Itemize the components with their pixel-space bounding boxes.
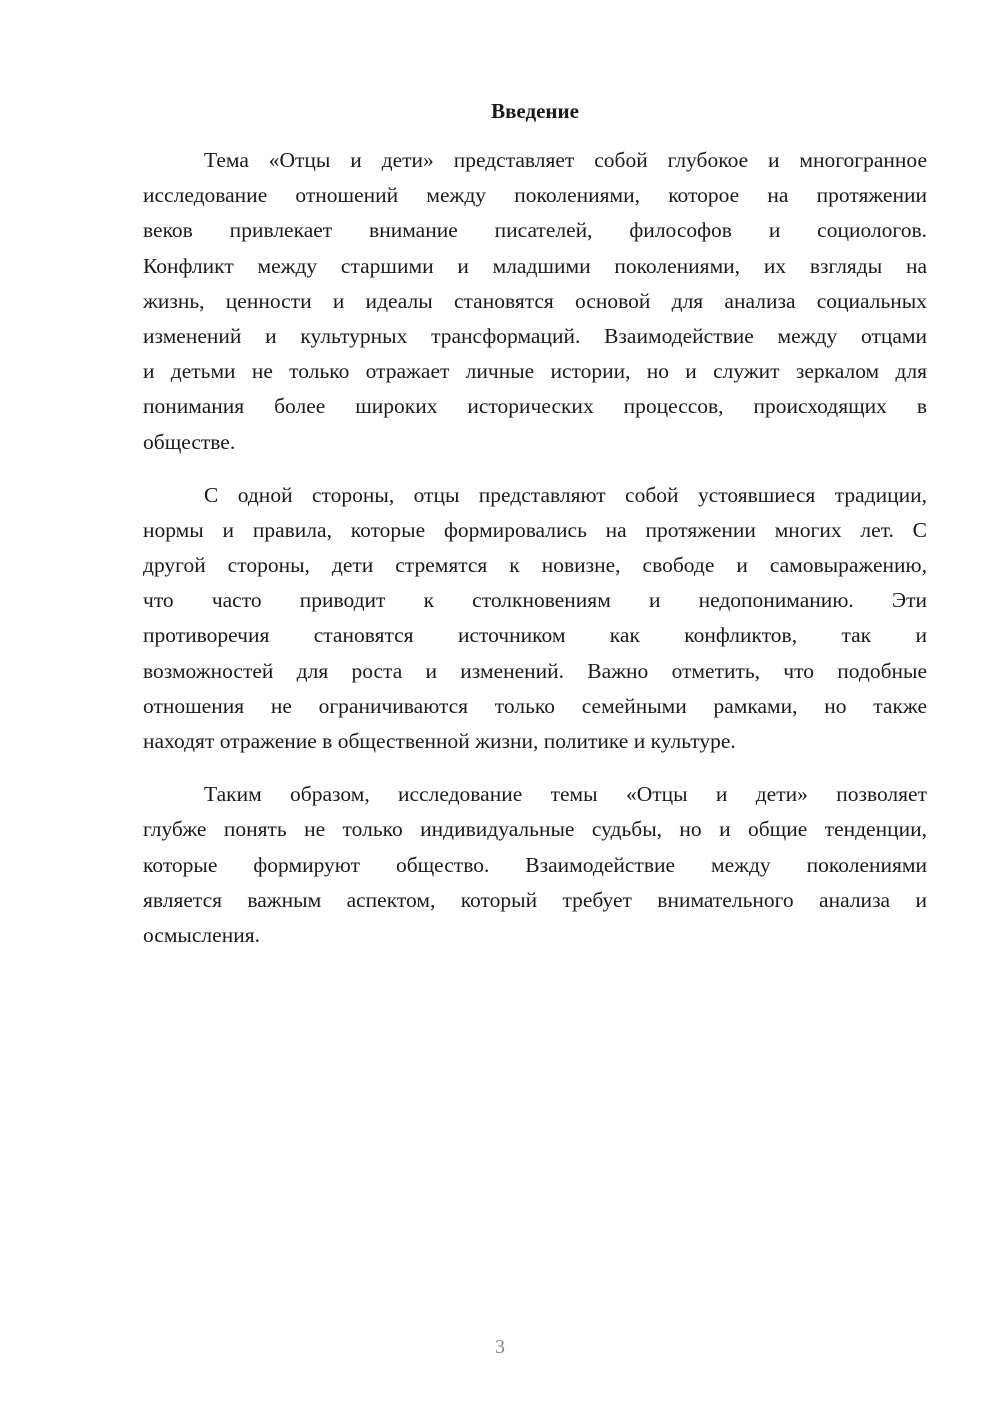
paragraph-line: Тема «Отцы и дети» представляет собой глубокое и многогранное xyxy=(204,148,927,172)
page-number: 3 xyxy=(495,1336,505,1358)
paragraph-line: Таким образом, исследование темы «Отцы и дети» позволяет xyxy=(204,782,927,807)
paragraph-line: находят отражение в общественной жизни, политике и культуре. xyxy=(143,729,736,753)
document-body xyxy=(143,143,927,971)
paragraph-line: жизнь, ценности и идеалы становятся основой для анализа социальных xyxy=(143,288,927,313)
paragraph-1 xyxy=(143,143,927,460)
paragraph-line: отношения не ограничиваются только семейными рамками, но также xyxy=(143,693,927,718)
paragraph-line: которые формируют общество. Взаимодействие между поколениями xyxy=(143,852,927,877)
paragraph-line: другой стороны, дети стремятся к новизне, свободе и самовыражению, xyxy=(143,553,927,578)
paragraph-line: С одной стороны, отцы представляют собой устоявшиеся традиции, xyxy=(204,482,927,507)
paragraph-line: понимания более широких исторических процессов, происходящих в xyxy=(143,394,927,419)
paragraph-2 xyxy=(143,478,927,760)
paragraph-line: возможностей для роста и изменений. Важно отметить, что подобные xyxy=(143,658,927,683)
paragraph-line: осмысления. xyxy=(143,922,260,947)
paragraph-line: исследование отношений между поколениями, которое на протяжении xyxy=(143,183,927,208)
paragraph-line: противоречия становятся источником как конфликтов, так и xyxy=(143,623,927,648)
paragraph-line: является важным аспектом, который требует внимательного анализа и xyxy=(143,887,927,912)
paragraph-line: Конфликт между старшими и младшими поколениями, их взгляды на xyxy=(143,253,927,278)
paragraph-line: и детьми не только отражает личные истории, но и служит зеркалом для xyxy=(143,359,927,384)
paragraph-line: нормы и правила, которые формировались на протяжении многих лет. С xyxy=(143,517,927,542)
paragraph-line: изменений и культурных трансформаций. Взаимодействие между отцами xyxy=(143,323,927,348)
page-title: Введение xyxy=(491,99,579,123)
paragraph-line: обществе. xyxy=(143,429,236,454)
paragraph-line: веков привлекает внимание писателей, философов и социологов. xyxy=(143,218,927,243)
paragraph-line: глубже понять не только индивидуальные судьбы, но и общие тенденции, xyxy=(143,817,927,842)
paragraph-3 xyxy=(143,777,927,953)
paragraph-line: что часто приводит к столкновениям и недопониманию. Эти xyxy=(143,588,927,613)
